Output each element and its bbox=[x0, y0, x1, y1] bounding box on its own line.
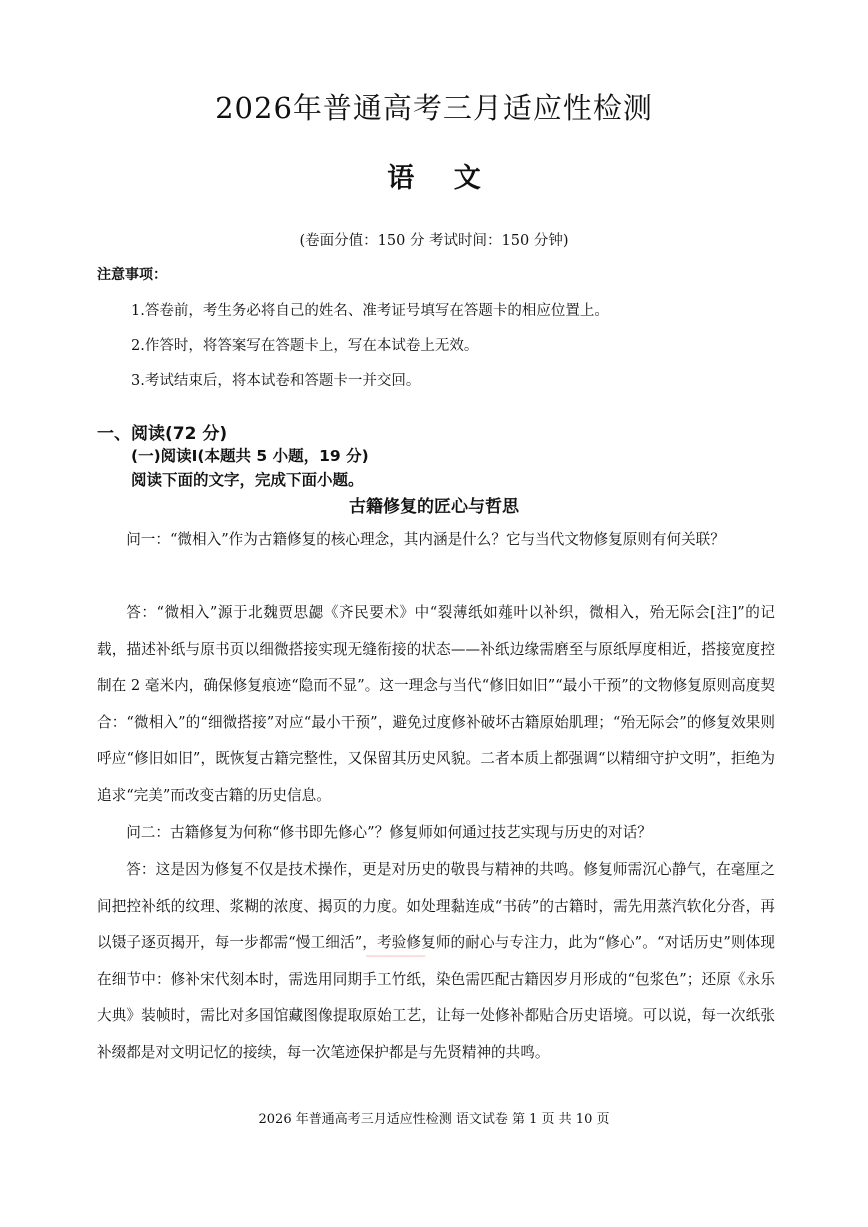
section-heading: 一、阅读(72 分) bbox=[97, 424, 228, 444]
question-paragraph: 问二：古籍修复为何称“修书即先修心”？修复师如何通过技艺实现与历史的对话？ bbox=[126, 824, 652, 841]
subject-title: 语 文 bbox=[387, 163, 481, 194]
notice-item: 1.答卷前，考生务必将自己的姓名、准考证号填写在答题卡的相应位置上。 bbox=[131, 303, 609, 319]
instructions: 阅读下面的文字，完成下面小题。 bbox=[131, 471, 364, 489]
question-paragraph: 问一：“微相入”作为古籍修复的核心理念，其内涵是什么？它与当代文物修复原则有何关联？ bbox=[126, 531, 725, 548]
notice-item: 3.考试结束后，将本试卷和答题卡一并交回。 bbox=[131, 373, 421, 389]
notice-heading: 注意事项： bbox=[97, 267, 167, 283]
article-title: 古籍修复的匠心与哲思 bbox=[349, 497, 519, 517]
exam-title: 2026年普通高考三月适应性检测 bbox=[215, 91, 653, 125]
page-footer: 2026 年普通高考三月适应性检测 语文试卷 第 1 页 共 10 页 bbox=[258, 1112, 610, 1127]
exam-meta: (卷面分值：150 分 考试时间：150 分钟) bbox=[299, 233, 569, 249]
answer-paragraph: 答：这是因为修复不仅是技术操作，更是对历史的敬畏与精神的共鸣。修复师需沉心静气，在毫厘之间把控补纸的纹理、浆糊的浓度、揭页的力度。如处理黏连成“书砖”的古籍时，需先用蒸汽软化分沓，再以镊子逐页揭开，每一步都需“慢工细活”，考验修复师的耐心与专注力，此为“修心”。“对话历史”则体现在细节中：修补宋代刻本时，需选用同期手工竹纸，染色需匹配古籍因岁月形成的“包浆色”；还原《永乐大典》装帧时，需比对多国馆藏图像提取原始工艺，让每一处修补都贴合历史语境。可以说，每一次纸张补缀都是对文明记忆的接续，每一次笔迹保护都是与先贤精神的共鸣。 bbox=[97, 861, 775, 1061]
answer-paragraph: 答：“微相入”源于北魏贾思勰《齐民要术》中“裂薄纸如薤叶以补织，微相入，殆无际会[注]”的记载，描述补纸与原书页以细微搭接实现无缝衔接的状态——补纸边缘需磨至与原纸厚度相近，搭接宽度控制在 2 毫米内，确保修复痕迹“隐而不显”。这一理念与当代“修旧如旧”“最小干预”的文物修复原则高度契合：“微相入”的“细微搭接”对应“最小干预”，避免过度修补破坏古籍原始肌理；“殆无际会”的修复效果则呼应“修旧如旧”，既恢复古籍完整性，又保留其历史风貌。二者本质上都强调“以精细守护文明”，拒绝为追求“完美”而改变古籍的历史信息。 bbox=[97, 604, 775, 804]
sub-heading: (一)阅读Ⅰ(本题共 5 小题，19 分) bbox=[131, 447, 369, 465]
notice-item: 2.作答时，将答案写在答题卡上，写在本试卷上无效。 bbox=[131, 338, 479, 354]
faint-watermark: ▁▁▁▁▁▁▁▁▁▁▁ bbox=[366, 949, 426, 957]
